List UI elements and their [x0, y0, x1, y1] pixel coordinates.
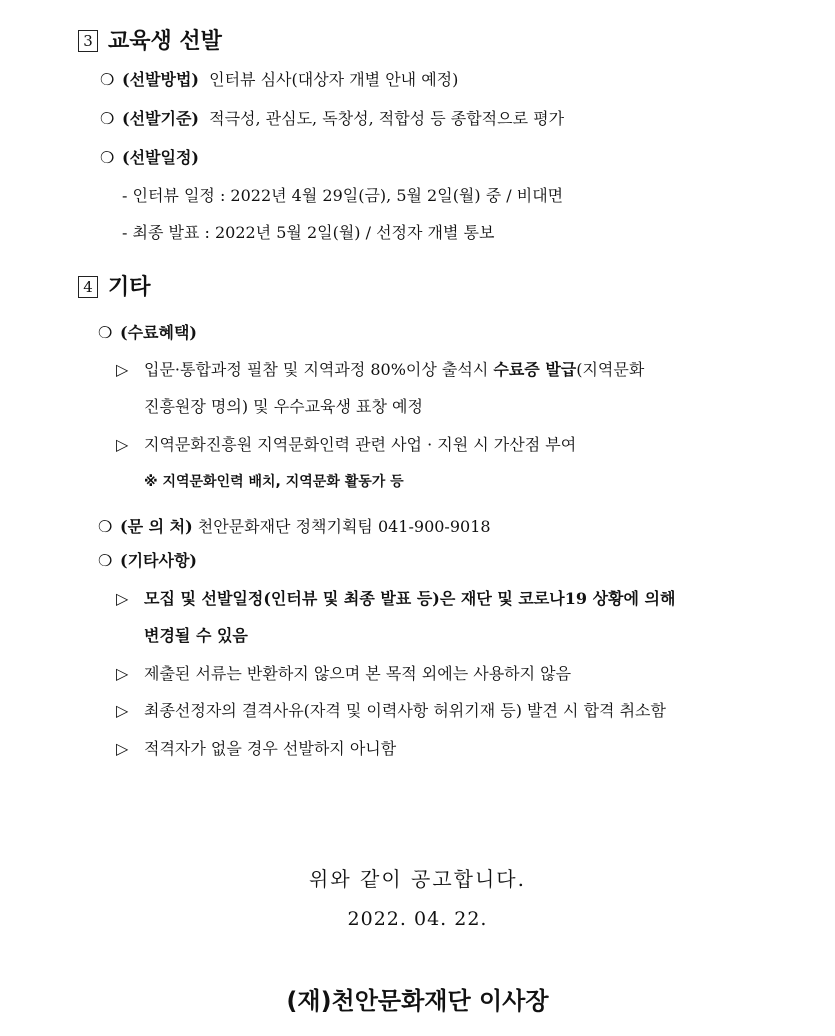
circle-bullet-icon: ❍ [98, 323, 113, 342]
selection-criteria-item [100, 106, 564, 129]
item-label: (기타사항) [120, 551, 197, 570]
item-label: (문 의 처) [120, 517, 193, 536]
circle-bullet-icon: ❍ [100, 148, 115, 167]
benefit-certificate-cont: 진흥원장 명의) 및 우수교육생 표창 예정 [144, 397, 423, 416]
other-documents: ▷ 제출된 서류는 반환하지 않으며 본 목적 외에는 사용하지 않음 [116, 664, 572, 683]
item-text: 적극성, 관심도, 독창성, 적합성 등 종합적으로 평가 [209, 109, 565, 128]
other-schedule-change-cont: 변경될 수 있음 [144, 626, 248, 645]
other-schedule-change: ▷ 모집 및 선발일정(인터뷰 및 최종 발표 등)은 재단 및 코로나19 상황에 의해 [116, 589, 676, 608]
circle-bullet-icon: ❍ [100, 109, 115, 128]
contact-text: 천안문화재단 정책기획팀 041-900-9018 [197, 517, 491, 536]
other-disqualification: ▷ 최종선정자의 결격사유(자격 및 이력사항 허위기재 등) 발견 시 합격 취소함 [116, 701, 666, 720]
signature: (재)천안문화재단 이사장 [286, 987, 549, 1015]
circle-bullet-icon: ❍ [98, 517, 113, 536]
section-title: 기타 [108, 275, 151, 300]
item-label: (선발방법) [122, 70, 199, 89]
triangle-bullet-icon: ▷ [116, 701, 129, 720]
item-label: (선발기준) [122, 109, 199, 128]
section-4-heading [78, 270, 151, 301]
triangle-bullet-icon: ▷ [116, 589, 129, 608]
circle-bullet-icon: ❍ [100, 70, 115, 89]
section-3-heading [78, 24, 222, 55]
other-no-selection: ▷ 적격자가 없을 경우 선발하지 아니함 [116, 739, 397, 758]
item-label: (수료혜택) [120, 323, 197, 342]
item-text: 인터뷰 심사(대상자 개별 안내 예정) [209, 70, 459, 89]
triangle-bullet-icon: ▷ [116, 664, 129, 683]
selection-schedule-item [100, 145, 199, 168]
announcement-date: 2022. 04. 22. [347, 908, 488, 930]
benefit-item [98, 320, 197, 343]
selection-method-item [100, 67, 458, 90]
schedule-final: - 최종 발표 : 2022년 5월 2일(월) / 선정자 개별 통보 [122, 223, 495, 242]
benefit-certificate: ▷ 입문·통합과정 필참 및 지역과정 80%이상 출석시 수료증 발급(지역문화 [116, 360, 645, 379]
item-label: (선발일정) [122, 148, 199, 167]
circle-bullet-icon: ❍ [98, 551, 113, 570]
section-number-box: 3 [78, 30, 98, 52]
section-title: 교육생 선발 [108, 29, 222, 54]
triangle-bullet-icon: ▷ [116, 360, 129, 379]
other-item [98, 548, 197, 571]
schedule-interview: - 인터뷰 일정 : 2022년 4월 29일(금), 5월 2일(월) 중 / 비대면 [122, 186, 564, 205]
triangle-bullet-icon: ▷ [116, 435, 129, 454]
triangle-bullet-icon: ▷ [116, 739, 129, 758]
section-number-box: 4 [78, 276, 98, 298]
contact-item [98, 514, 491, 537]
benefit-bonus: ▷ 지역문화진흥원 지역문화인력 관련 사업 · 지원 시 가산점 부여 [116, 435, 577, 454]
benefit-note: ※ 지역문화인력 배치, 지역문화 활동가 등 [144, 474, 404, 490]
closing-statement: 위와 같이 공고합니다. [309, 867, 526, 891]
